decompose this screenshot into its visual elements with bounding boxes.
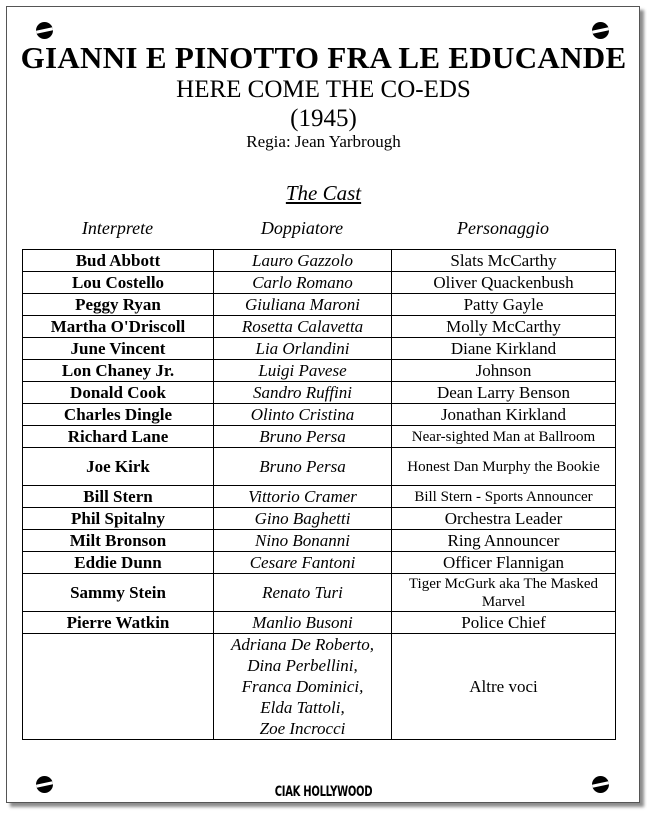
actor-cell: Richard Lane	[23, 426, 214, 448]
screw-icon	[592, 22, 609, 39]
voice-name: Dina Perbellini,	[247, 656, 358, 675]
role-cell: Near-sighted Man at Ballroom	[392, 426, 616, 448]
role-cell: Dean Larry Benson	[392, 382, 616, 404]
table-row	[23, 612, 616, 634]
actor-cell: Milt Bronson	[23, 530, 214, 552]
voice-cell: Bruno Persa	[214, 448, 392, 486]
actor-cell: Pierre Watkin	[23, 612, 214, 634]
role-cell: Tiger McGurk aka The Masked Marvel	[392, 574, 616, 612]
voice-cell: Luigi Pavese	[214, 360, 392, 382]
table-row	[23, 316, 616, 338]
table-row	[23, 272, 616, 294]
role-cell: Orchestra Leader	[392, 508, 616, 530]
column-header-actor: Interprete	[81, 218, 154, 238]
role-cell: Patty Gayle	[392, 294, 616, 316]
actor-cell: Peggy Ryan	[23, 294, 214, 316]
role-cell: Diane Kirkland	[392, 338, 616, 360]
original-title: HERE COME THE CO-EDS	[176, 76, 471, 103]
table-row	[23, 294, 616, 316]
role-cell: Ring Announcer	[392, 530, 616, 552]
actor-cell: Lon Chaney Jr.	[23, 360, 214, 382]
table-row	[23, 338, 616, 360]
voice-name: Zoe Incrocci	[259, 719, 346, 738]
role-cell: Honest Dan Murphy the Bookie	[392, 448, 616, 486]
actor-cell: Phil Spitalny	[23, 508, 214, 530]
actor-cell: Charles Dingle	[23, 404, 214, 426]
other-voices-role: Altre voci	[392, 634, 616, 740]
table-row	[23, 426, 616, 448]
cast-heading: The Cast	[285, 181, 362, 205]
role-cell: Police Chief	[392, 612, 616, 634]
voice-cell: Giuliana Maroni	[214, 294, 392, 316]
table-row	[23, 486, 616, 508]
table-row	[23, 574, 616, 612]
actor-cell: June Vincent	[23, 338, 214, 360]
role-cell: Jonathan Kirkland	[392, 404, 616, 426]
voice-cell: Cesare Fantoni	[214, 552, 392, 574]
voice-cell: Nino Bonanni	[214, 530, 392, 552]
actor-cell: Bud Abbott	[23, 250, 214, 272]
actor-cell: Lou Costello	[23, 272, 214, 294]
table-row	[23, 448, 616, 486]
voice-cell: Lia Orlandini	[214, 338, 392, 360]
cast-table	[22, 249, 616, 740]
table-row	[23, 404, 616, 426]
voice-cell: Rosetta Calavetta	[214, 316, 392, 338]
table-row-other-voices	[23, 634, 616, 740]
voice-name: Adriana De Roberto,	[230, 635, 375, 654]
actor-cell: Bill Stern	[23, 486, 214, 508]
director-credit: Regia: Jean Yarbrough	[246, 132, 401, 151]
table-row	[23, 552, 616, 574]
voice-name: Elda Tattoli,	[260, 698, 345, 717]
actor-cell: Donald Cook	[23, 382, 214, 404]
voice-cell: Manlio Busoni	[214, 612, 392, 634]
role-cell: Slats McCarthy	[392, 250, 616, 272]
voice-cell: Olinto Cristina	[214, 404, 392, 426]
ciak-hollywood-logo: CIAK HOLLYWOOD	[274, 785, 373, 801]
role-cell: Molly McCarthy	[392, 316, 616, 338]
table-row	[23, 382, 616, 404]
role-cell: Officer Flannigan	[392, 552, 616, 574]
voice-cell: Gino Baghetti	[214, 508, 392, 530]
actor-cell-empty	[23, 634, 214, 740]
voice-cell: Carlo Romano	[214, 272, 392, 294]
screw-icon	[36, 22, 53, 39]
voice-cell: Bruno Persa	[214, 426, 392, 448]
role-cell: Oliver Quackenbush	[392, 272, 616, 294]
table-row	[23, 508, 616, 530]
actor-cell: Martha O'Driscoll	[23, 316, 214, 338]
actor-cell: Sammy Stein	[23, 574, 214, 612]
voice-name: Franca Dominici,	[241, 677, 364, 696]
voice-cell: Renato Turi	[214, 574, 392, 612]
actor-cell: Joe Kirk	[23, 448, 214, 486]
table-row	[23, 360, 616, 382]
table-row	[23, 530, 616, 552]
voice-cell: Lauro Gazzolo	[214, 250, 392, 272]
release-year: (1945)	[290, 105, 357, 132]
voice-cell: Sandro Ruffini	[214, 382, 392, 404]
table-row	[23, 250, 616, 272]
column-header-role: Personaggio	[457, 218, 549, 238]
voice-cell: Vittorio Cramer	[214, 486, 392, 508]
other-voices-list	[214, 634, 392, 740]
role-cell: Johnson	[392, 360, 616, 382]
actor-cell: Eddie Dunn	[23, 552, 214, 574]
italian-title: GIANNI E PINOTTO FRA LE EDUCANDE	[20, 40, 627, 75]
column-header-voice: Doppiatore	[260, 218, 344, 238]
role-cell: Bill Stern - Sports Announcer	[392, 486, 616, 508]
